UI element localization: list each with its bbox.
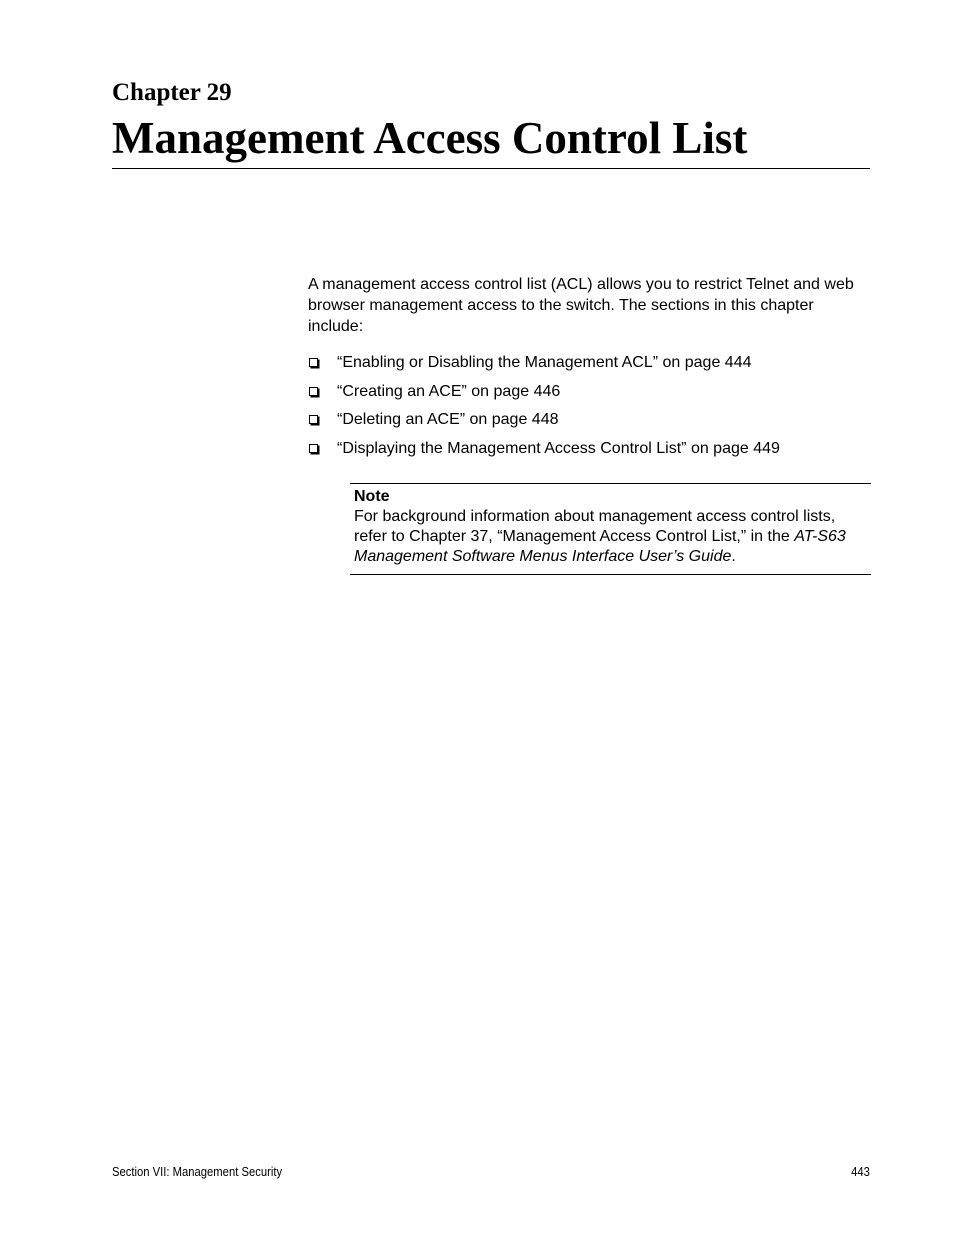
note-box — [350, 483, 871, 575]
checkbox-bullet-icon — [309, 444, 318, 453]
section-list-item — [308, 352, 868, 381]
footer-page-number: 443 — [851, 1165, 870, 1179]
section-link-text: “Deleting an ACE” on page 448 — [337, 411, 559, 428]
section-link-text: “Creating an ACE” on page 446 — [337, 382, 561, 400]
footer-section: Section VII: Management Security — [112, 1165, 283, 1179]
checkbox-bullet-icon — [309, 415, 318, 424]
title-divider — [112, 168, 870, 169]
intro-paragraph: A management access control list (ACL) allows you to restrict Telnet and web browser management access to the switch. The sections in this chapter include: — [308, 276, 854, 335]
section-link-text: “Enabling or Disabling the Management ACL” on page 444 — [337, 354, 752, 371]
section-list-item — [308, 381, 868, 410]
section-list-item — [308, 409, 868, 438]
note-text-end: . — [731, 548, 736, 565]
chapter-label: Chapter 29 — [112, 79, 232, 106]
checkbox-bullet-icon — [309, 358, 318, 367]
note-body — [354, 507, 871, 567]
section-link-text: “Displaying the Management Access Control List” on page 449 — [337, 439, 780, 457]
checkbox-bullet-icon — [309, 387, 318, 396]
chapter-title: Management Access Control List — [112, 113, 748, 163]
section-list — [308, 352, 868, 466]
guide-title: AT-S63 Management Software Menus Interface User’s Guide — [354, 528, 846, 565]
note-heading: Note — [354, 488, 390, 505]
note-text: For background information about management access control lists, refer to Chapter 37, “Management Access Control List,” in the — [354, 508, 836, 545]
section-list-item — [308, 438, 868, 467]
